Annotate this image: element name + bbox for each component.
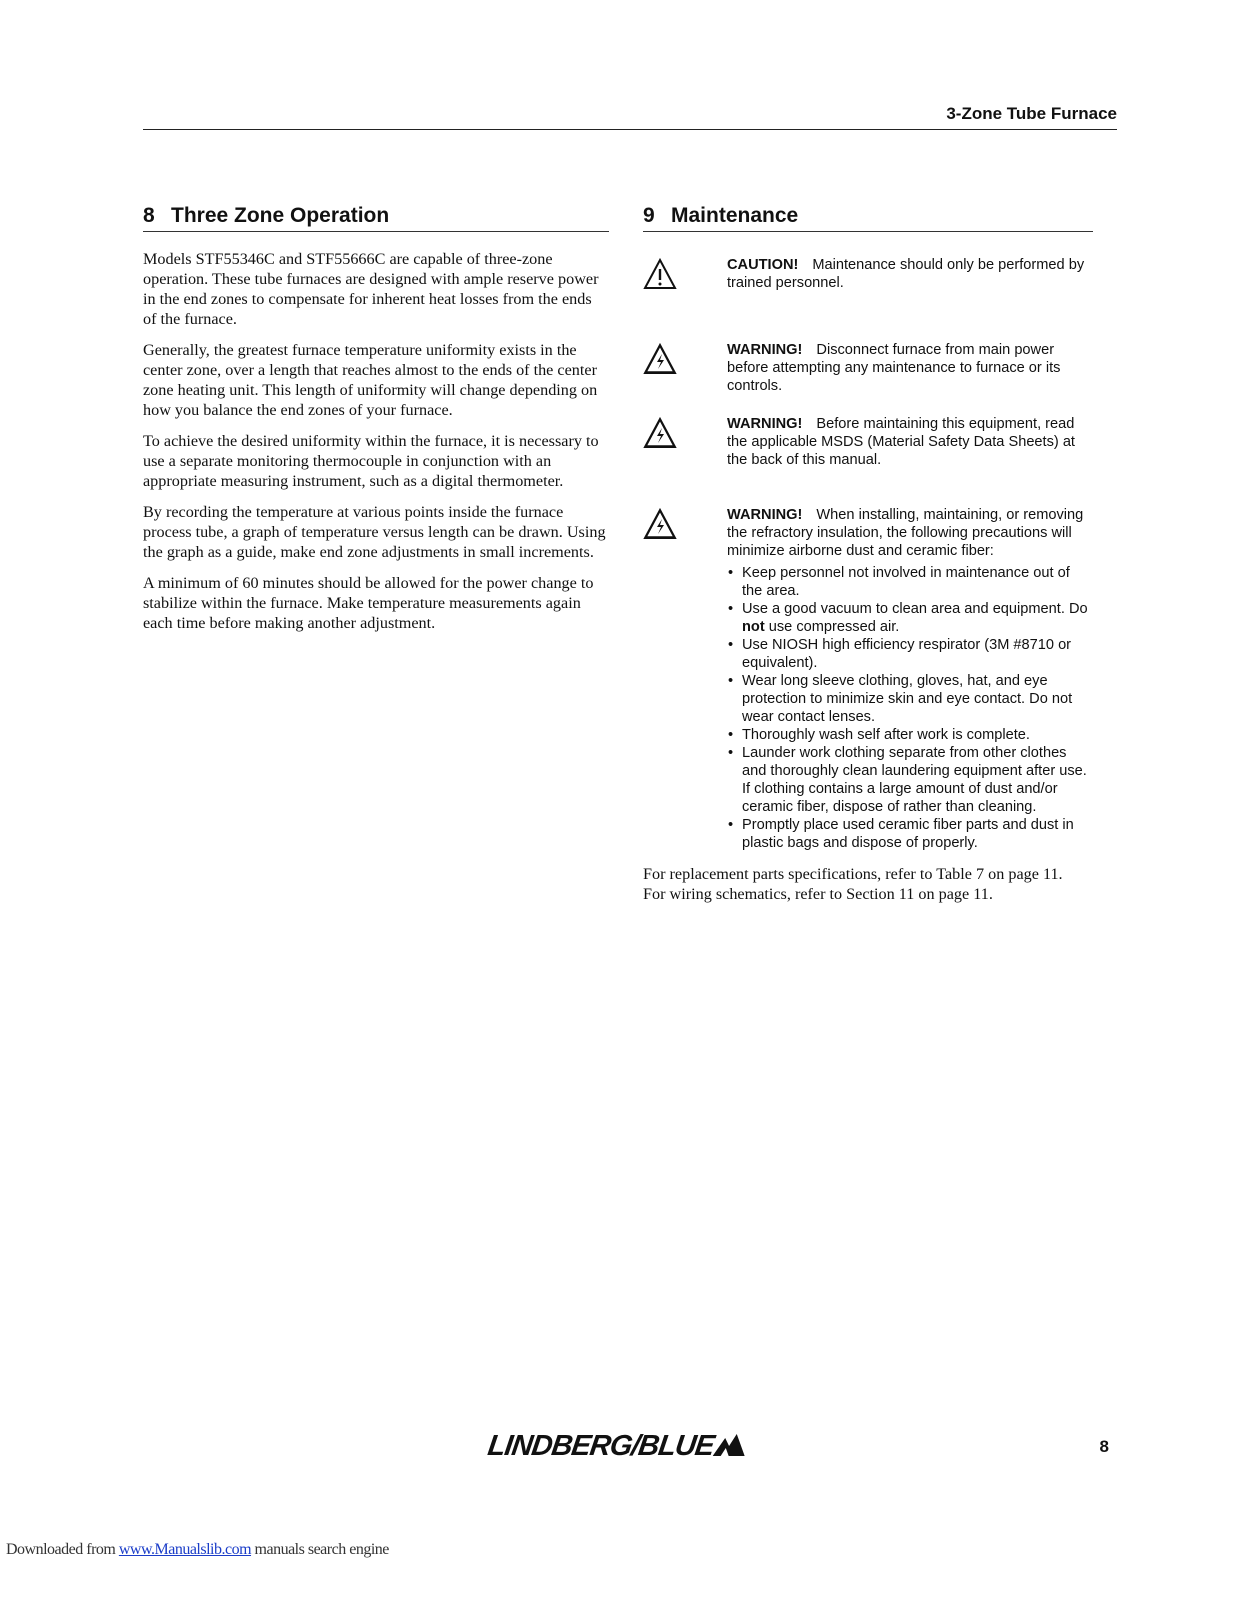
notice-label: WARNING! [727,416,803,432]
section-8-heading [143,204,609,232]
paragraph: Generally, the greatest furnace temperature uniformity exists in the center zone, over a length that reaches almost to the ends of the center zone heating unit. This length of uniformity will change depending on how you balance the end zones of your furnace. [143,341,598,419]
reference-line: For wiring schematics, refer to Section 11 on page 11. [643,885,993,903]
paragraph: By recording the temperature at various points inside the furnace process tube, a graph of temperature versus length can be drawn. Using the graph as a guide, make end zone adjustments in small increments. [143,503,606,561]
list-item: • Use NIOSH high efficiency respirator (3M #8710 or equivalent). [727,636,1093,672]
paragraph: Models STF55346C and STF55666C are capable of three-zone operation. These tube furnaces are designed with ample reserve power in the end zones to compensate for inherent heat losses from the ends of the furnace. [143,250,599,328]
list-item: • Wear long sleeve clothing, gloves, hat, and eye protection to minimize skin and eye contact. Do not wear contact lenses. [727,672,1093,726]
closing-references [643,864,1093,904]
list-item: • Keep personnel not involved in maintenance out of the area. [727,564,1093,600]
section-title: Maintenance [671,204,799,227]
page-number: 8 [1099,1437,1109,1456]
electrical-hazard-icon [643,417,677,449]
warning-notice [643,415,1093,469]
section-number: 8 [143,204,155,227]
section-9-heading [643,204,1093,232]
list-item: • Launder work clothing separate from other clothes and thoroughly clean laundering equipment after use. If clothing contains a large amount of dust and/or ceramic fiber, dispose of rather than cleaning. [727,744,1093,816]
running-header: 3-Zone Tube Furnace [946,104,1117,123]
caution-notice [643,256,1093,295]
electrical-hazard-icon [643,343,677,375]
notice-text: Before maintaining this equipment, read the applicable MSDS (Material Safety Data Sheets) at the back of this manual. [727,416,1075,468]
notice-label: WARNING! [727,342,803,358]
download-prefix: Downloaded from [6,1541,119,1558]
section-three-zone-operation [143,204,609,644]
download-suffix: manuals search engine [251,1541,389,1558]
notice-label: WARNING! [727,507,803,523]
notice-text: When installing, maintaining, or removing the refractory insulation, the following precautions will minimize airborne dust and ceramic fiber: [727,507,1084,559]
paragraph: To achieve the desired uniformity within the furnace, it is necessary to use a separate monitoring thermocouple in conjunction with an appropriate measuring instrument, such as a digital thermometer. [143,432,599,490]
section-title: Three Zone Operation [171,204,390,227]
paragraph: A minimum of 60 minutes should be allowed for the power change to stabilize within the furnace. Make temperature measurements again each time before making another adjustment. [143,574,594,632]
download-footer [6,1541,389,1559]
section-number: 9 [643,204,655,227]
manualslib-link[interactable]: www.Manualslib.com [118,1541,252,1558]
caution-triangle-icon [643,258,677,290]
notice-text: Disconnect furnace from main power before attempting any maintenance to furnace or its controls. [727,342,1061,394]
list-item: • Promptly place used ceramic fiber parts and dust in plastic bags and dispose of properly. [727,816,1093,852]
electrical-hazard-icon [643,508,677,540]
notice-label: CAUTION! [727,257,799,273]
warning-notice [643,506,1093,852]
notice-text: Maintenance should only be performed by trained personnel. [727,257,1085,291]
list-item: • Use a good vacuum to clean area and equipment. Do not use compressed air. [727,600,1093,636]
list-item: • Thoroughly wash self after work is complete. [727,726,1093,744]
logo-text: LINDBERG/BLUE [485,1430,716,1462]
header-rule [143,129,1117,130]
precautions-list [727,564,1093,852]
warning-notice [643,341,1093,395]
section-maintenance [643,204,1093,904]
reference-line: For replacement parts specifications, refer to Table 7 on page 11. [643,865,1063,883]
